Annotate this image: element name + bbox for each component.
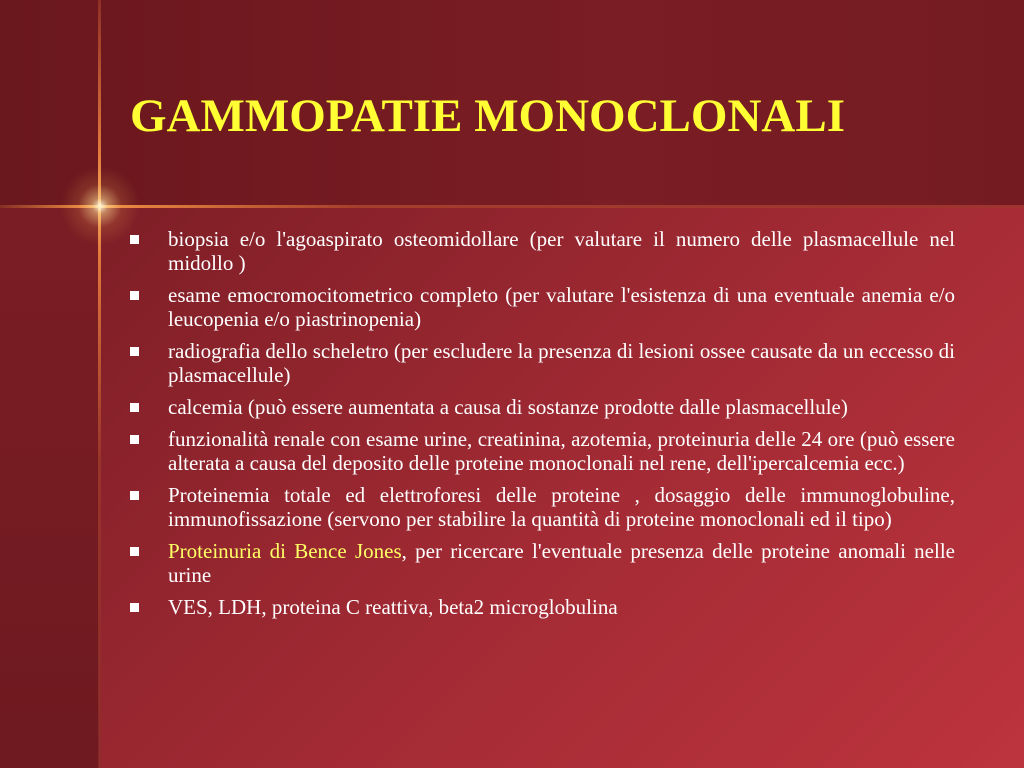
bullet-text: biopsia e/o l'agoaspirato osteomidollare (per valutare il numero delle plasmacellule nel midollo ) [168, 227, 955, 275]
bullet-text: funzionalità renale con esame urine, creatinina, azotemia, proteinuria delle 24 ore (può essere alterata a causa del deposito delle proteine monoclonali nel rene, dell'ipercalcemia ecc.) [168, 427, 955, 475]
bullet-text: Proteinemia totale ed elettroforesi delle proteine , dosaggio delle immunoglobuline, immunofissazione (servono per stabilire la quantità di proteine monoclonali ed il tipo) [168, 483, 955, 531]
list-item [130, 395, 955, 419]
list-item [130, 283, 955, 331]
square-bullet-icon [130, 547, 139, 556]
bullet-text: esame emocromocitometrico completo (per valutare l'esistenza di una eventuale anemia e/o leucopenia e/o piastrinopenia) [168, 283, 955, 331]
bullet-text: VES, LDH, proteina C reattiva, beta2 microglobulina [168, 595, 618, 619]
square-bullet-icon [130, 403, 139, 412]
square-bullet-icon [130, 491, 139, 500]
left-strip [0, 208, 99, 768]
horizontal-accent-line [0, 205, 1024, 208]
square-bullet-icon [130, 235, 139, 244]
list-item [130, 339, 955, 387]
list-item [130, 427, 955, 475]
vertical-accent-line [98, 0, 101, 768]
list-item [130, 595, 955, 619]
bullet-text: radiografia dello scheletro (per escludere la presenza di lesioni ossee causate da un eccesso di plasmacellule) [168, 339, 955, 387]
bullet-text: , per ricercare l'eventuale presenza delle proteine anomali nelle urine [168, 539, 955, 587]
bullet-list [130, 227, 955, 619]
highlighted-term: Proteinuria di Bence Jones [168, 539, 402, 563]
list-item [130, 539, 955, 587]
square-bullet-icon [130, 603, 139, 612]
slide-title: GAMMOPATIE MONOCLONALI [130, 90, 845, 142]
list-item [130, 227, 955, 275]
square-bullet-icon [130, 347, 139, 356]
square-bullet-icon [130, 435, 139, 444]
light-flare [60, 166, 140, 246]
square-bullet-icon [130, 291, 139, 300]
list-item [130, 483, 955, 531]
bullet-text: calcemia (può essere aumentata a causa di sostanze prodotte dalle plasmacellule) [168, 395, 848, 419]
